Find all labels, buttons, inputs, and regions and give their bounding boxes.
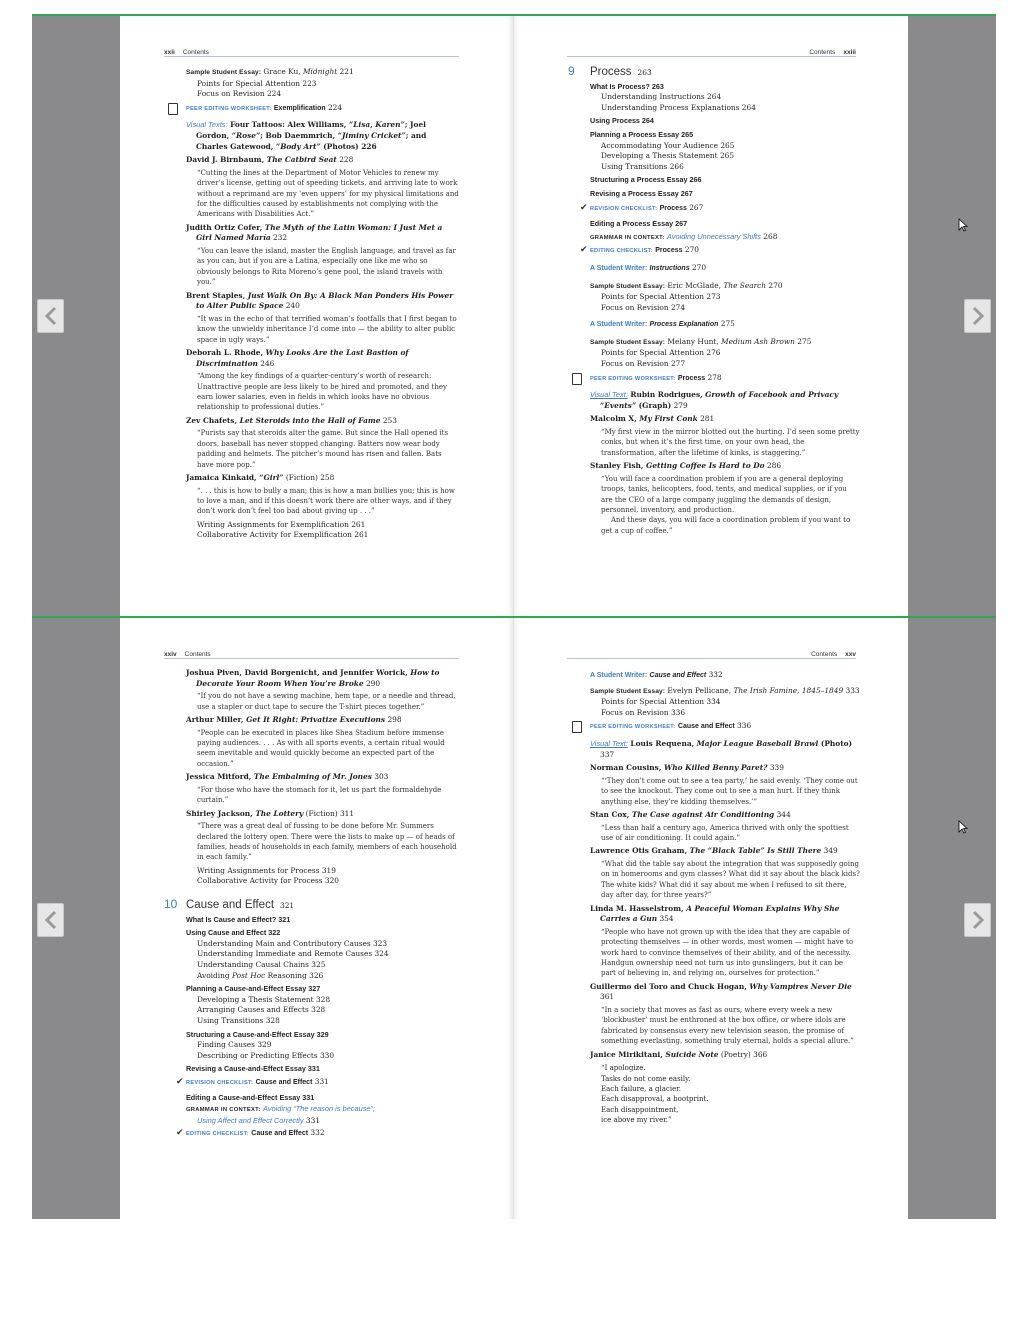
chevron-left-icon [44, 910, 58, 930]
reading-quote: “My first view in the mirror blotted out the hurting. I’d seen some pretty conks, but when it’s the first time, on your own head, the transformation, after the lifetime of kinks, is staggering.” [601, 428, 860, 457]
toc-entry-visual-text[interactable]: Visual Text: Louis Requena, Major League Baseball Brawl (Photo) 337 [590, 738, 853, 759]
toc-entry-reading[interactable] [590, 1050, 860, 1061]
toc-subentry[interactable]: Understanding Immediate and Remote Causes 324 [197, 949, 389, 959]
toc-subentry[interactable]: Using Transitions 328 [197, 1015, 280, 1025]
peer-worksheet-icon [572, 721, 582, 733]
reading-title: Get It Right: Privatize Executions [246, 715, 386, 724]
reading-title: The Catbird Seat [266, 155, 337, 165]
reading-page: 311 [339, 808, 355, 818]
reading-list [186, 668, 459, 863]
toc-entry-student-writer[interactable]: A Student Writer: Process Explanation 275 [590, 319, 735, 329]
toc-entry-reading[interactable] [590, 810, 860, 843]
reading-title: Why Vampires Never Die [749, 981, 852, 991]
reading-page: 281 [700, 414, 715, 424]
toc-entry-reading[interactable] [186, 155, 459, 220]
toc-entry-revising[interactable]: Revising a Cause-and-Effect Essay 331 [186, 1064, 320, 1074]
reading-page: 339 [769, 763, 784, 773]
chapter-heading[interactable]: 10 Cause and Effect 321 [164, 897, 295, 912]
reading-genre: (Fiction) [303, 808, 338, 818]
reading-page: 286 [766, 461, 782, 471]
reading-author: Guillermo del Toro and Chuck Hogan, [590, 981, 747, 991]
reading-title: Who Killed Benny Paret? [663, 763, 768, 773]
reading-quote: “For those who have the stomach for it, let us part the formaldehyde curtain.” [197, 785, 442, 805]
running-head-label: Contents [809, 49, 836, 56]
reading-page: 228 [339, 155, 354, 165]
reading-author: Judith Ortiz Cofer, [186, 222, 263, 232]
page-number: xxv [845, 651, 856, 658]
reading-quote: “Purists say that steroids alter the game. But since the Hall opened its doors, baseball has never stopped changing. Batters now wear body padding and helmets. The pitcher’s mound has risen and fallen. Bats have more pop.” [197, 429, 449, 469]
reading-title: Let Steroids into the Hall of Fame [239, 415, 381, 425]
reading-quote: “If you do not have a sewing machine, hem tape, or a needle and thread, use a stapler or duct tape to secure the T-shirt pieces together.” [197, 692, 456, 711]
toc-entry-writing-assignments[interactable]: Writing Assignments for Exemplification 261 [197, 519, 366, 529]
reading-page: 240 [285, 301, 300, 311]
reading-author: Malcolm X, [590, 414, 637, 424]
chevron-left-icon [44, 306, 58, 326]
mouse-cursor-icon [958, 820, 968, 834]
reading-quote: “You can leave the island, master the English language, and travel as far as you can, but if you are a Latina, especially one like me who so obviously belongs to Rita Moreno’s gene pool, the island travels with you.” [197, 246, 456, 287]
running-head-label: Contents [182, 49, 209, 56]
chevron-right-icon [971, 910, 985, 930]
toc-entry-editing[interactable]: Editing a Process Essay 267 [590, 219, 688, 229]
peer-worksheet-icon [572, 373, 582, 385]
reading-title: The “Black Table” Is Still There [689, 846, 822, 856]
toc-subentry[interactable]: Using Transitions 266 [601, 161, 684, 171]
running-head [164, 43, 459, 57]
reading-title: How to Decorate Your Room When You’re Broke [196, 668, 440, 688]
reading-quote: “. . . this is how to bully a man; this is how a man bullies you; this is how to love a man, and if this doesn’t work there are other ways, and if they don’t work don’t feel too bad about giving up . . .” [197, 486, 455, 516]
reading-author: Lawrence Otis Graham, [590, 846, 688, 856]
running-head [567, 43, 856, 57]
toc-entry-sample-essay[interactable]: Sample Student Essay: Melany Hunt, Medium Ash Brown 275 Points for Special Attention 276 Focus on Revision 277 [590, 336, 812, 369]
toc-entry-reading[interactable] [186, 772, 459, 805]
toc-entry-editing[interactable]: Editing a Cause-and-Effect Essay 331 [186, 1092, 315, 1102]
reading-author: Janice Mirikitani, [590, 1049, 663, 1059]
toc-entry-sample-essay[interactable]: Sample Student Essay: Grace Ku, Midnight 221 Points for Special Attention 223 Focus on Revision 224 [186, 67, 354, 99]
toc-subentry[interactable]: Describing or Predicting Effects 330 [197, 1050, 335, 1060]
checkmark-icon: ✔ [580, 202, 588, 213]
toc-entry-structuring[interactable]: Structuring a Cause-and-Effect Essay 329 [186, 1029, 329, 1039]
checkmark-icon: ✔ [580, 245, 588, 256]
reading-page: 303 [374, 772, 389, 782]
toc-entry-reading[interactable] [186, 715, 459, 769]
toc-content [186, 67, 459, 541]
page-viewer-top [32, 14, 996, 616]
toc-subentry[interactable]: Accommodating Your Audience 265 [601, 140, 735, 150]
toc-content [164, 668, 459, 1140]
reading-page: 349 [823, 846, 838, 856]
toc-entry-reading[interactable] [590, 414, 860, 458]
reading-author: Jessica Mitford, [186, 772, 252, 782]
toc-entry-student-writer[interactable]: A Student Writer: Cause and Effect 332 [590, 670, 723, 679]
reading-author: Arthur Miller, [186, 715, 244, 724]
reading-author: Stan Cox, [590, 809, 630, 819]
toc-entry-revising[interactable]: Revising a Process Essay 267 [590, 188, 693, 198]
page-viewer-bottom [32, 616, 996, 1219]
chapter-heading[interactable]: 9 Process 263 [568, 64, 652, 78]
toc-subentry[interactable]: Understanding Instructions 264 [601, 92, 722, 102]
toc-entry-collaborative-activity[interactable]: Collaborative Activity for Exemplification 261 [197, 530, 369, 540]
page-xxiv [120, 618, 514, 1219]
toc-entry-reading[interactable] [186, 291, 459, 345]
running-head-label: Contents [184, 651, 211, 658]
assignments [186, 520, 459, 541]
page-number: xxiv [164, 651, 177, 658]
running-head-label: Contents [811, 651, 838, 658]
prev-page-button[interactable] [37, 903, 64, 937]
toc-entry-writing-assignments[interactable]: Writing Assignments for Process 319 [197, 865, 336, 875]
reading-page: 258 [320, 473, 335, 483]
reading-author: Brent Staples, [186, 290, 246, 300]
reading-quote: “There was a great deal of fussing to be done before Mr. Summers declared the lottery open. There were the lists to make up — of heads of families, heads of households in each family, members of each household in each family.” [197, 822, 457, 862]
toc-entry-what-is[interactable]: What Is Cause and Effect? 321 [186, 914, 291, 924]
reading-quote: “‘They don’t come out to see a tea party,’ he said evenly. ‘They come out to see the knockout. They come out to see a man hurt. If they think anything else, they’re kidding themselves.’” [601, 776, 858, 806]
toc-entry-reading[interactable] [590, 763, 860, 807]
toc-entry-structuring[interactable]: Structuring a Process Essay 266 [590, 175, 702, 185]
page-xxv [514, 618, 908, 1219]
reading-quote: “You will face a coordination problem if you are a general deploying troops, tanks, helicopters, food, tents, and medical supplies, or if you are the CEO of a large company juggling the demands of design, personnel, inventory, and production. [601, 474, 847, 515]
reading-quote: And these days, you will face a coordination problem if you want to get a cup of coffee.” [601, 516, 851, 535]
reading-quote: “Among the key findings of a quarter-century’s worth of research: Unattractive people are less likely to be hired and promoted, and they earn lower salaries, even in fields in which looks have no obvious relationship to professional duties.” [197, 372, 447, 412]
reading-quote: “Cutting the lines at the Department of Motor Vehicles to renew my driver’s license, getting out of speeding tickets, and arriving late to work without a reprimand are my ‘even uppers’ for my physical limitations and for the difficulties caused by establishments not complying with the Americans with Disabilities Act.” [197, 168, 459, 219]
toc-subentry[interactable]: Understanding Main and Contributory Causes 323 [197, 938, 388, 948]
toc-entry-what-is[interactable]: What Is Process? 263 [590, 81, 664, 91]
toc-entry-sample-essay[interactable]: Sample Student Essay: Eric McGlade, The Search 270 Points for Special Attention 273 Focus on Revision 274 [590, 280, 783, 312]
assignments [186, 866, 459, 887]
reading-genre: (Fiction) [283, 473, 318, 483]
spread-xxii-xxiii [120, 16, 908, 616]
reading-page: 246 [260, 358, 275, 368]
reading-quote: “What did the table say about the integration that was supposedly going on in homerooms and gym classes? What did it say about the black kids? The white kids? What did it say about me when I refused to sit there, day after day, for three years?” [601, 859, 860, 900]
page-xxii [120, 16, 514, 616]
toc-entry-collaborative-activity[interactable]: Collaborative Activity for Process 320 [197, 876, 340, 886]
running-head [567, 645, 856, 659]
toc-entry-reading[interactable] [186, 416, 459, 470]
reading-genre: (Poetry) [718, 1049, 751, 1059]
peer-worksheet-icon [168, 103, 178, 115]
toc-content [590, 670, 860, 1126]
reading-quote: “People who have not grown up with the idea that they are capable of protecting themselves — in other words, most women — might have to work hard to convince themselves of their ability, and of the necessity. Handgun ownership need not turn us into gunslingers, but it can be part of believing in, and relying on, ourselves for protection.” [601, 927, 854, 978]
toc-entry-reading[interactable] [186, 668, 459, 712]
toc-entry-planning[interactable]: Planning a Cause-and-Effect Essay 327 [186, 984, 321, 994]
toc-entry-grammar[interactable]: GRAMMAR IN CONTEXT: Avoiding “The reason is because”; Using Affect and Effect Correctly 331 [186, 1104, 376, 1125]
toc-subentry[interactable]: Avoiding Post Hoc Reasoning 326 [197, 970, 324, 980]
toc-entry-editing-checklist[interactable]: ✔ EDITING CHECKLIST: Process 270 [580, 245, 699, 256]
reading-list [590, 414, 860, 536]
toc-entry-reading[interactable] [186, 223, 459, 288]
reading-quote: “It was in the echo of that terrified woman’s footfalls that I first began to know the unwieldy inheritance I’d come into — the ability to alter public space in ugly ways.” [197, 314, 457, 344]
toc-subentry[interactable]: Arranging Causes and Effects 328 [197, 1005, 326, 1015]
reading-title: Getting Coffee Is Hard to Do [646, 461, 765, 471]
checkmark-icon: ✔ [176, 1128, 184, 1139]
reading-title: My First Conk [639, 414, 698, 424]
reading-list [590, 763, 860, 1060]
checkmark-icon: ✔ [176, 1076, 184, 1087]
next-page-button[interactable] [964, 299, 991, 333]
reading-quote: “Less than half a century ago, America thrived with only the spottiest use of air conditioning. It could again.” [601, 823, 849, 842]
toc-subentry[interactable]: Understanding Process Explanations 264 [601, 102, 756, 112]
toc-content [568, 64, 860, 539]
reading-page: 344 [776, 809, 791, 819]
toc-entry-reading[interactable] [186, 473, 459, 517]
toc-entry-revision-checklist[interactable]: ✔ REVISION CHECKLIST: Cause and Effect 331 [176, 1076, 329, 1087]
prev-page-button[interactable] [37, 299, 64, 333]
toc-entry-editing-checklist[interactable]: ✔ EDITING CHECKLIST: Cause and Effect 332 [176, 1128, 325, 1139]
reading-quote: “People can be executed in places like Shea Stadium before immense paying audiences. . . . As with all sports events, a certain ritual would seem inevitable and would quickly become an expected part of the occasion.” [197, 728, 445, 768]
toc-entry-planning[interactable]: Planning a Process Essay 265 [590, 129, 694, 139]
toc-subentry[interactable]: Understanding Causal Chains 325 [197, 960, 326, 969]
reading-author: Shirley Jackson, [186, 808, 253, 818]
page-number: xxiii [843, 49, 856, 56]
reading-page: 290 [365, 678, 381, 688]
reading-author: Zev Chafets, [186, 415, 238, 425]
reading-page: 366 [753, 1049, 768, 1059]
toc-entry-revision-checklist[interactable]: ✔ REVISION CHECKLIST: Process 267 [580, 202, 704, 213]
toc-entry-peer-worksheet[interactable]: PEER EDITING WORKSHEET: Exemplification 224 [168, 103, 459, 115]
toc-subentry[interactable]: Developing a Thesis Statement 328 [197, 994, 331, 1004]
toc-entry-reading[interactable] [186, 348, 459, 413]
reading-title: A Peaceful Woman Explains Why She Carries a Gun [600, 903, 840, 924]
page-xxiii [514, 16, 908, 616]
toc-entry-peer-worksheet[interactable]: PEER EDITING WORKSHEET: Cause and Effect 336 [572, 721, 860, 733]
toc-entry-grammar[interactable]: GRAMMAR IN CONTEXT: Avoiding Unnecessary Shifts 268 [590, 231, 778, 241]
reading-title: The Embalming of Mr. Jones [253, 772, 372, 782]
reading-title: The Myth of the Latin Woman: I Just Met a Girl Named María [196, 222, 443, 243]
reading-page: 361 [600, 992, 615, 1002]
reading-author: Norman Cousins, [590, 763, 662, 773]
reading-author: Deborah L. Rhode, [186, 348, 264, 357]
reading-author: Linda M. Hasselstrom, [590, 903, 684, 913]
page-number: xxii [164, 49, 175, 56]
reading-title: Why Looks Are the Last Bastion of Discrimination [196, 348, 409, 368]
reading-title: “Girl” [259, 473, 284, 483]
toc-entry-visual-text[interactable]: Visual Text: Rubin Rodrigues, Growth of Facebook and Privacy “Events” (Graph) 279 [590, 390, 839, 410]
spread-xxiv-xxv [120, 618, 908, 1219]
reading-page: 253 [382, 415, 397, 425]
reading-list [186, 155, 459, 517]
mouse-cursor-icon [958, 218, 968, 232]
toc-entry-reading[interactable] [590, 904, 860, 979]
reading-page: 298 [387, 715, 402, 724]
reading-page: 232 [273, 233, 288, 243]
toc-entry-student-writer[interactable]: A Student Writer: Instructions 270 [590, 262, 707, 272]
reading-title: Suicide Note [665, 1049, 719, 1059]
chevron-right-icon [971, 306, 985, 326]
reading-page: 354 [659, 914, 674, 924]
toc-entry-reading[interactable] [590, 982, 860, 1047]
toc-entry-reading[interactable] [186, 809, 459, 863]
reading-quote: “In a society that moves as fast as ours, where every week a new ‘blockbuster’ must be enthroned at the box office, or where idols are fabricated by consensus every new television season, the promise of something everlasting, something truly eternal, holds a special allure.” [601, 1006, 854, 1046]
toc-entry-sample-essay[interactable]: Sample Student Essay: Evelyn Pellicane, The Irish Famine, 1845–1849 333 Points for Special Attention 334 Focus on Revision 336 [590, 685, 860, 717]
toc-entry-using[interactable]: Using Cause and Effect 322 [186, 928, 281, 938]
toc-entry-reading[interactable] [590, 461, 860, 536]
reading-author: Stanley Fish, [590, 461, 644, 471]
reading-title: The Case against Air Conditioning [631, 809, 775, 819]
toc-entry-peer-worksheet[interactable]: PEER EDITING WORKSHEET: Process 278 [572, 373, 860, 385]
reading-title: Just Walk On By: A Black Man Ponders His Power to Alter Public Space [196, 290, 454, 311]
toc-entry-using[interactable]: Using Process 264 [590, 116, 654, 126]
reading-title: The Lottery [255, 808, 304, 818]
reading-author: David J. Birnbaum, [186, 155, 265, 165]
running-head [164, 645, 459, 659]
toc-subentry[interactable]: Finding Causes 329 [197, 1040, 272, 1050]
toc-entry-reading[interactable] [590, 846, 860, 900]
toc-subentry[interactable]: Developing a Thesis Statement 265 [601, 151, 735, 161]
reading-author: Joshua Piven, David Borgenicht, and Jennifer Worick, [186, 668, 408, 677]
reading-author: Jamaica Kinkaid, [186, 473, 257, 483]
poem-excerpt: “I apologize. Tasks do not come easily. Each failure, a glacier. Each disapproval, a bootprint. Each disappointment, ice above my river.” [601, 1064, 709, 1125]
toc-entry-visual-texts[interactable]: Visual Texts: Four Tattoos: Alex Williams, “Lisa, Karen”; Joel Gordon, “Rose”; Bob Daemmrich, “Jiminy Cricket”; and Charles Gatewood, “Body Art” (Photos) 226 [186, 120, 427, 151]
next-page-button[interactable] [964, 903, 991, 937]
